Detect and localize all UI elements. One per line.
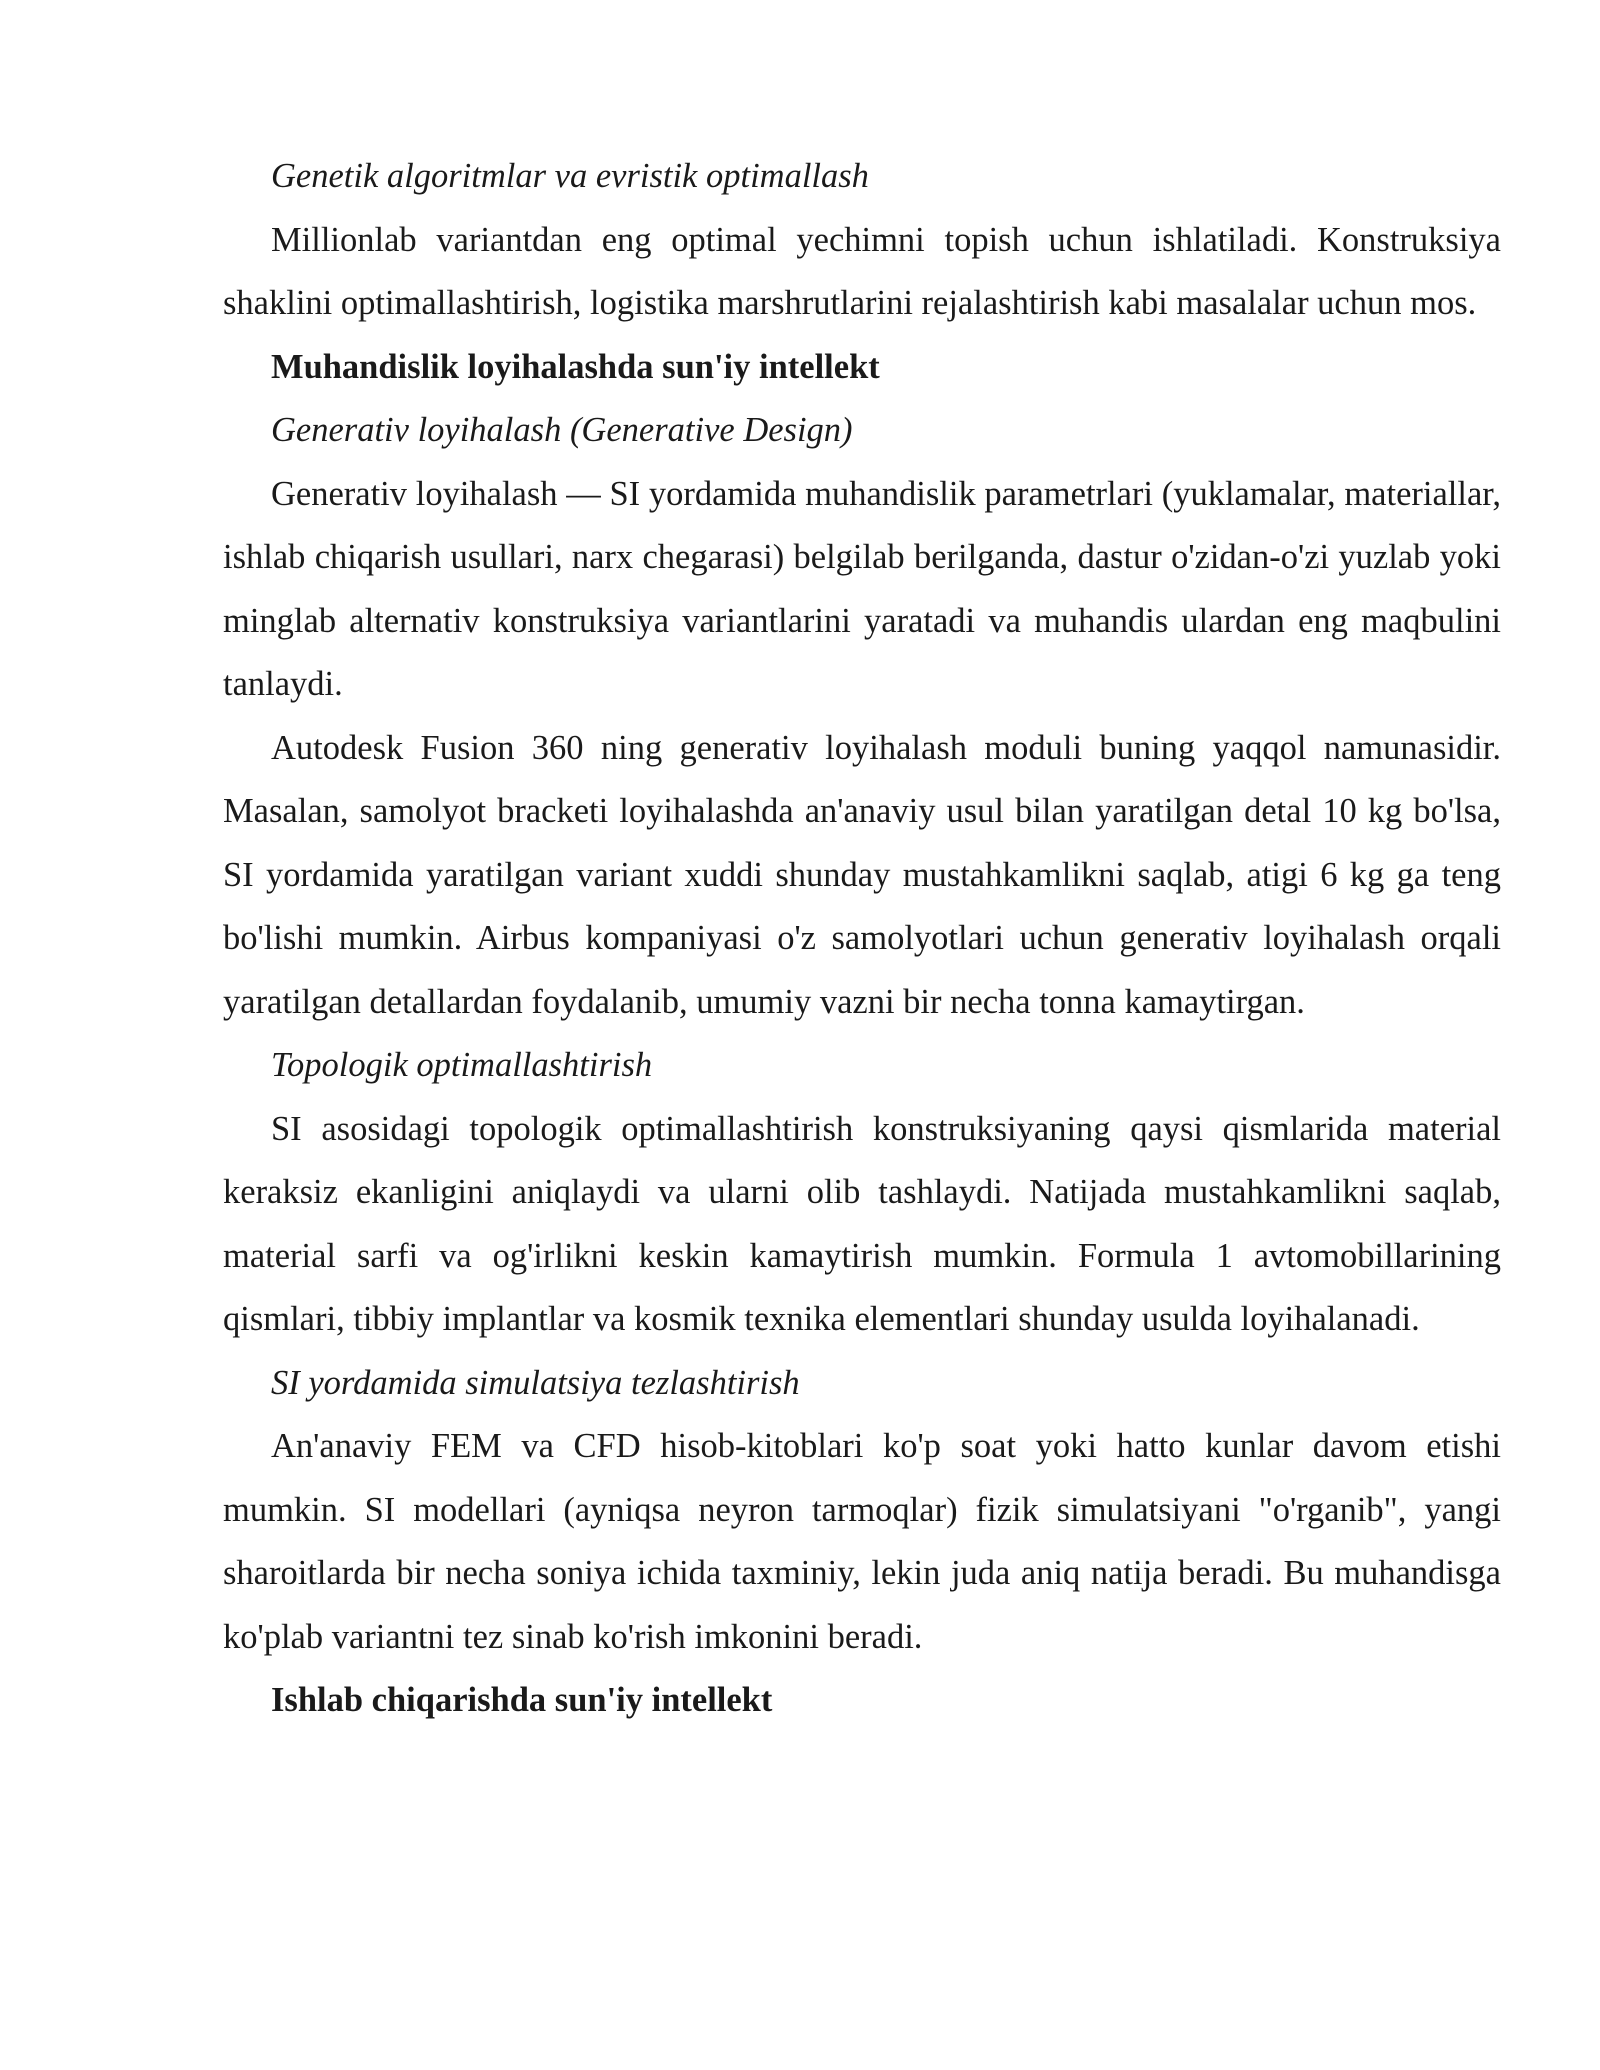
subheading-simulation-acceleration: SI yordamida simulatsiya tezlashtirish — [271, 1363, 800, 1402]
section-heading-manufacturing: Ishlab chiqarishda sun'iy intellekt — [271, 1681, 773, 1719]
subheading-topology-optimization: Topologik optimallashtirish — [271, 1046, 653, 1084]
subheading-genetic-algorithms: Genetik algoritmlar va evristik optimallash — [271, 157, 869, 195]
paragraph-generative-design-example: Autodesk Fusion 360 ning generativ loyihalash moduli buning yaqqol namunasidir. Masalan, samolyot bracketi loyihalashda an'anaviy usul bilan yaratilgan detal 10 kg bo'lsa, SI yordamida yaratilgan variant xuddi shunday mustahkamlikni saqlab, atigi 6 kg ga teng bo'lishi mumkin. Airbus kompaniyasi o'z samolyotlari uchun generativ loyihalash orqali yaratilgan detallardan foydalanib, umumiy vazni bir necha tonna kamaytirgan. — [223, 728, 1501, 1021]
paragraph-simulation-acceleration: An'anaviy FEM va CFD hisob-kitoblari ko'p soat yoki hatto kunlar davom etishi mumkin. SI modellari (ayniqsa neyron tarmoqlar) fizik simulatsiyani "o'rganib", yangi sharoitlarda bir necha soniya ichida taxminiy, lekin juda aniq natija beradi. Bu muhandisga ko'plab variantni tez sinab ko'rish imkonini beradi. — [223, 1427, 1501, 1656]
paragraph-genetic-algorithms: Millionlab variantdan eng optimal yechimni topish uchun ishlatiladi. Konstruksiya shaklini optimallashtirish, logistika marshrutlarini rejalashtirish kabi masalalar uchun mos. — [223, 220, 1501, 322]
section-heading-engineering-design: Muhandislik loyihalashda sun'iy intellekt — [271, 347, 880, 386]
subheading-generative-design: Generativ loyihalash (Generative Design) — [271, 411, 853, 449]
document-page — [223, 145, 1501, 1733]
paragraph-generative-design-definition: Generativ loyihalash — SI yordamida muhandislik parametrlari (yuklamalar, materiallar, ishlab chiqarish usullari, narx chegarasi) belgilab berilganda, dastur o'zidan-o'zi yuzlab yoki minglab alternativ konstruksiya variantlarini yaratadi va muhandis ulardan eng maqbulini tanlaydi. — [223, 474, 1501, 703]
paragraph-topology-optimization: SI asosidagi topologik optimallashtirish konstruksiyaning qaysi qismlarida material keraksiz ekanligini aniqlaydi va ularni olib tashlaydi. Natijada mustahkamlikni saqlab, material sarfi va og'irlikni keskin kamaytirish mumkin. Formula 1 avtomobillarining qismlari, tibbiy implantlar va kosmik texnika elementlari shunday usulda loyihalanadi. — [223, 1109, 1501, 1338]
